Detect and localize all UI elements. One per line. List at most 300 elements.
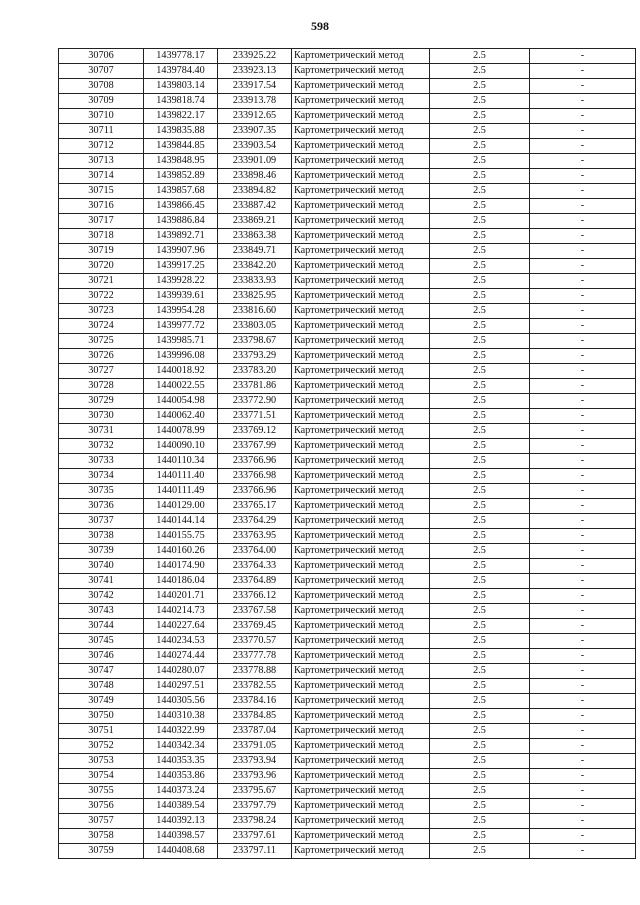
x-coordinate-cell: 1440353.86 <box>144 769 218 784</box>
point-number-cell: 30741 <box>59 574 144 589</box>
method-cell: Картометрический метод <box>292 154 430 169</box>
accuracy-cell: 2.5 <box>430 259 530 274</box>
method-cell: Картометрический метод <box>292 664 430 679</box>
point-number-cell: 30708 <box>59 79 144 94</box>
note-cell: - <box>530 229 636 244</box>
accuracy-cell: 2.5 <box>430 274 530 289</box>
y-coordinate-cell: 233766.96 <box>218 484 292 499</box>
y-coordinate-cell: 233771.51 <box>218 409 292 424</box>
accuracy-cell: 2.5 <box>430 499 530 514</box>
accuracy-cell: 2.5 <box>430 724 530 739</box>
point-number-cell: 30720 <box>59 259 144 274</box>
method-cell: Картометрический метод <box>292 754 430 769</box>
note-cell: - <box>530 724 636 739</box>
accuracy-cell: 2.5 <box>430 799 530 814</box>
x-coordinate-cell: 1439977.72 <box>144 319 218 334</box>
x-coordinate-cell: 1440214.73 <box>144 604 218 619</box>
table-row <box>59 559 636 574</box>
method-cell: Картометрический метод <box>292 49 430 64</box>
point-number-cell: 30737 <box>59 514 144 529</box>
accuracy-cell: 2.5 <box>430 424 530 439</box>
y-coordinate-cell: 233795.67 <box>218 784 292 799</box>
y-coordinate-cell: 233766.12 <box>218 589 292 604</box>
method-cell: Картометрический метод <box>292 214 430 229</box>
method-cell: Картометрический метод <box>292 79 430 94</box>
accuracy-cell: 2.5 <box>430 379 530 394</box>
method-cell: Картометрический метод <box>292 109 430 124</box>
y-coordinate-cell: 233770.57 <box>218 634 292 649</box>
table-row <box>59 244 636 259</box>
table-row <box>59 349 636 364</box>
method-cell: Картометрический метод <box>292 199 430 214</box>
y-coordinate-cell: 233793.29 <box>218 349 292 364</box>
x-coordinate-cell: 1440062.40 <box>144 409 218 424</box>
table-row <box>59 319 636 334</box>
point-number-cell: 30748 <box>59 679 144 694</box>
note-cell: - <box>530 244 636 259</box>
accuracy-cell: 2.5 <box>430 514 530 529</box>
table-row <box>59 154 636 169</box>
note-cell: - <box>530 499 636 514</box>
y-coordinate-cell: 233769.45 <box>218 619 292 634</box>
method-cell: Картометрический метод <box>292 259 430 274</box>
x-coordinate-cell: 1439954.28 <box>144 304 218 319</box>
note-cell: - <box>530 454 636 469</box>
y-coordinate-cell: 233781.86 <box>218 379 292 394</box>
y-coordinate-cell: 233784.16 <box>218 694 292 709</box>
x-coordinate-cell: 1440310.38 <box>144 709 218 724</box>
table-row <box>59 619 636 634</box>
table-row <box>59 769 636 784</box>
point-number-cell: 30753 <box>59 754 144 769</box>
note-cell: - <box>530 409 636 424</box>
accuracy-cell: 2.5 <box>430 679 530 694</box>
note-cell: - <box>530 829 636 844</box>
table-row <box>59 184 636 199</box>
point-number-cell: 30735 <box>59 484 144 499</box>
note-cell: - <box>530 529 636 544</box>
method-cell: Картометрический метод <box>292 529 430 544</box>
method-cell: Картометрический метод <box>292 274 430 289</box>
x-coordinate-cell: 1440090.10 <box>144 439 218 454</box>
accuracy-cell: 2.5 <box>430 694 530 709</box>
method-cell: Картометрический метод <box>292 289 430 304</box>
y-coordinate-cell: 233887.42 <box>218 199 292 214</box>
x-coordinate-cell: 1440186.04 <box>144 574 218 589</box>
y-coordinate-cell: 233783.20 <box>218 364 292 379</box>
note-cell: - <box>530 274 636 289</box>
coordinates-table <box>58 48 636 859</box>
point-number-cell: 30711 <box>59 124 144 139</box>
table-row <box>59 424 636 439</box>
point-number-cell: 30740 <box>59 559 144 574</box>
accuracy-cell: 2.5 <box>430 214 530 229</box>
method-cell: Картометрический метод <box>292 244 430 259</box>
x-coordinate-cell: 1439818.74 <box>144 94 218 109</box>
y-coordinate-cell: 233793.96 <box>218 769 292 784</box>
table-row <box>59 604 636 619</box>
method-cell: Картометрический метод <box>292 469 430 484</box>
method-cell: Картометрический метод <box>292 454 430 469</box>
accuracy-cell: 2.5 <box>430 589 530 604</box>
table-row <box>59 94 636 109</box>
table-row <box>59 439 636 454</box>
coordinates-table-body <box>59 49 636 859</box>
point-number-cell: 30715 <box>59 184 144 199</box>
x-coordinate-cell: 1440274.44 <box>144 649 218 664</box>
table-row <box>59 694 636 709</box>
note-cell: - <box>530 649 636 664</box>
table-row <box>59 844 636 859</box>
note-cell: - <box>530 679 636 694</box>
x-coordinate-cell: 1439907.96 <box>144 244 218 259</box>
point-number-cell: 30724 <box>59 319 144 334</box>
x-coordinate-cell: 1440297.51 <box>144 679 218 694</box>
x-coordinate-cell: 1440018.92 <box>144 364 218 379</box>
x-coordinate-cell: 1440144.14 <box>144 514 218 529</box>
note-cell: - <box>530 319 636 334</box>
y-coordinate-cell: 233917.54 <box>218 79 292 94</box>
point-number-cell: 30709 <box>59 94 144 109</box>
x-coordinate-cell: 1439803.14 <box>144 79 218 94</box>
y-coordinate-cell: 233764.00 <box>218 544 292 559</box>
method-cell: Картометрический метод <box>292 139 430 154</box>
accuracy-cell: 2.5 <box>430 469 530 484</box>
y-coordinate-cell: 233842.20 <box>218 259 292 274</box>
x-coordinate-cell: 1439886.84 <box>144 214 218 229</box>
accuracy-cell: 2.5 <box>430 844 530 859</box>
accuracy-cell: 2.5 <box>430 784 530 799</box>
y-coordinate-cell: 233903.54 <box>218 139 292 154</box>
table-row <box>59 679 636 694</box>
table-row <box>59 724 636 739</box>
table-row <box>59 589 636 604</box>
note-cell: - <box>530 94 636 109</box>
accuracy-cell: 2.5 <box>430 319 530 334</box>
accuracy-cell: 2.5 <box>430 604 530 619</box>
method-cell: Картометрический метод <box>292 604 430 619</box>
table-row <box>59 529 636 544</box>
note-cell: - <box>530 844 636 859</box>
note-cell: - <box>530 79 636 94</box>
note-cell: - <box>530 514 636 529</box>
note-cell: - <box>530 559 636 574</box>
method-cell: Картометрический метод <box>292 784 430 799</box>
y-coordinate-cell: 233894.82 <box>218 184 292 199</box>
table-row <box>59 334 636 349</box>
note-cell: - <box>530 349 636 364</box>
point-number-cell: 30751 <box>59 724 144 739</box>
x-coordinate-cell: 1440111.40 <box>144 469 218 484</box>
method-cell: Картометрический метод <box>292 679 430 694</box>
method-cell: Картометрический метод <box>292 184 430 199</box>
point-number-cell: 30730 <box>59 409 144 424</box>
point-number-cell: 30719 <box>59 244 144 259</box>
x-coordinate-cell: 1440305.56 <box>144 694 218 709</box>
method-cell: Картометрический метод <box>292 619 430 634</box>
accuracy-cell: 2.5 <box>430 574 530 589</box>
method-cell: Картометрический метод <box>292 769 430 784</box>
table-row <box>59 199 636 214</box>
point-number-cell: 30754 <box>59 769 144 784</box>
point-number-cell: 30710 <box>59 109 144 124</box>
point-number-cell: 30757 <box>59 814 144 829</box>
table-row <box>59 289 636 304</box>
x-coordinate-cell: 1440110.34 <box>144 454 218 469</box>
point-number-cell: 30756 <box>59 799 144 814</box>
y-coordinate-cell: 233784.85 <box>218 709 292 724</box>
method-cell: Картометрический метод <box>292 319 430 334</box>
point-number-cell: 30755 <box>59 784 144 799</box>
table-row <box>59 79 636 94</box>
y-coordinate-cell: 233863.38 <box>218 229 292 244</box>
x-coordinate-cell: 1440373.24 <box>144 784 218 799</box>
accuracy-cell: 2.5 <box>430 304 530 319</box>
x-coordinate-cell: 1440392.13 <box>144 814 218 829</box>
accuracy-cell: 2.5 <box>430 109 530 124</box>
point-number-cell: 30758 <box>59 829 144 844</box>
x-coordinate-cell: 1439857.68 <box>144 184 218 199</box>
method-cell: Картометрический метод <box>292 829 430 844</box>
accuracy-cell: 2.5 <box>430 394 530 409</box>
point-number-cell: 30733 <box>59 454 144 469</box>
table-row <box>59 544 636 559</box>
x-coordinate-cell: 1439822.17 <box>144 109 218 124</box>
note-cell: - <box>530 469 636 484</box>
accuracy-cell: 2.5 <box>430 814 530 829</box>
note-cell: - <box>530 634 636 649</box>
note-cell: - <box>530 184 636 199</box>
table-row <box>59 379 636 394</box>
table-row <box>59 229 636 244</box>
point-number-cell: 30722 <box>59 289 144 304</box>
note-cell: - <box>530 169 636 184</box>
method-cell: Картометрический метод <box>292 559 430 574</box>
y-coordinate-cell: 233798.67 <box>218 334 292 349</box>
accuracy-cell: 2.5 <box>430 439 530 454</box>
note-cell: - <box>530 139 636 154</box>
x-coordinate-cell: 1439844.85 <box>144 139 218 154</box>
accuracy-cell: 2.5 <box>430 484 530 499</box>
method-cell: Картометрический метод <box>292 229 430 244</box>
note-cell: - <box>530 109 636 124</box>
point-number-cell: 30738 <box>59 529 144 544</box>
x-coordinate-cell: 1440227.64 <box>144 619 218 634</box>
x-coordinate-cell: 1439835.88 <box>144 124 218 139</box>
method-cell: Картометрический метод <box>292 724 430 739</box>
x-coordinate-cell: 1440155.75 <box>144 529 218 544</box>
table-row <box>59 169 636 184</box>
point-number-cell: 30742 <box>59 589 144 604</box>
note-cell: - <box>530 439 636 454</box>
method-cell: Картометрический метод <box>292 844 430 859</box>
point-number-cell: 30716 <box>59 199 144 214</box>
note-cell: - <box>530 664 636 679</box>
note-cell: - <box>530 289 636 304</box>
method-cell: Картометрический метод <box>292 634 430 649</box>
table-row <box>59 394 636 409</box>
note-cell: - <box>530 799 636 814</box>
note-cell: - <box>530 739 636 754</box>
note-cell: - <box>530 334 636 349</box>
y-coordinate-cell: 233925.22 <box>218 49 292 64</box>
table-row <box>59 649 636 664</box>
x-coordinate-cell: 1440322.99 <box>144 724 218 739</box>
point-number-cell: 30731 <box>59 424 144 439</box>
accuracy-cell: 2.5 <box>430 709 530 724</box>
table-row <box>59 259 636 274</box>
y-coordinate-cell: 233772.90 <box>218 394 292 409</box>
point-number-cell: 30749 <box>59 694 144 709</box>
method-cell: Картометрический метод <box>292 694 430 709</box>
table-row <box>59 304 636 319</box>
x-coordinate-cell: 1440129.00 <box>144 499 218 514</box>
accuracy-cell: 2.5 <box>430 79 530 94</box>
note-cell: - <box>530 604 636 619</box>
x-coordinate-cell: 1439784.40 <box>144 64 218 79</box>
method-cell: Картометрический метод <box>292 739 430 754</box>
table-row <box>59 484 636 499</box>
y-coordinate-cell: 233833.93 <box>218 274 292 289</box>
table-row <box>59 514 636 529</box>
x-coordinate-cell: 1440342.34 <box>144 739 218 754</box>
accuracy-cell: 2.5 <box>430 94 530 109</box>
table-row <box>59 814 636 829</box>
accuracy-cell: 2.5 <box>430 829 530 844</box>
y-coordinate-cell: 233764.29 <box>218 514 292 529</box>
y-coordinate-cell: 233778.88 <box>218 664 292 679</box>
note-cell: - <box>530 619 636 634</box>
accuracy-cell: 2.5 <box>430 139 530 154</box>
x-coordinate-cell: 1439866.45 <box>144 199 218 214</box>
y-coordinate-cell: 233797.79 <box>218 799 292 814</box>
note-cell: - <box>530 214 636 229</box>
point-number-cell: 30723 <box>59 304 144 319</box>
table-row <box>59 214 636 229</box>
y-coordinate-cell: 233869.21 <box>218 214 292 229</box>
table-row <box>59 739 636 754</box>
note-cell: - <box>530 124 636 139</box>
accuracy-cell: 2.5 <box>430 349 530 364</box>
method-cell: Картометрический метод <box>292 514 430 529</box>
point-number-cell: 30706 <box>59 49 144 64</box>
note-cell: - <box>530 709 636 724</box>
accuracy-cell: 2.5 <box>430 529 530 544</box>
x-coordinate-cell: 1440389.54 <box>144 799 218 814</box>
note-cell: - <box>530 49 636 64</box>
y-coordinate-cell: 233907.35 <box>218 124 292 139</box>
x-coordinate-cell: 1440408.68 <box>144 844 218 859</box>
table-row <box>59 124 636 139</box>
method-cell: Картометрический метод <box>292 709 430 724</box>
table-row <box>59 454 636 469</box>
note-cell: - <box>530 154 636 169</box>
x-coordinate-cell: 1440174.90 <box>144 559 218 574</box>
note-cell: - <box>530 769 636 784</box>
y-coordinate-cell: 233766.98 <box>218 469 292 484</box>
method-cell: Картометрический метод <box>292 439 430 454</box>
y-coordinate-cell: 233764.89 <box>218 574 292 589</box>
accuracy-cell: 2.5 <box>430 769 530 784</box>
x-coordinate-cell: 1439928.22 <box>144 274 218 289</box>
method-cell: Картометрический метод <box>292 649 430 664</box>
y-coordinate-cell: 233777.78 <box>218 649 292 664</box>
note-cell: - <box>530 199 636 214</box>
table-row <box>59 784 636 799</box>
accuracy-cell: 2.5 <box>430 334 530 349</box>
method-cell: Картометрический метод <box>292 589 430 604</box>
method-cell: Картометрический метод <box>292 64 430 79</box>
table-row <box>59 409 636 424</box>
accuracy-cell: 2.5 <box>430 64 530 79</box>
y-coordinate-cell: 233849.71 <box>218 244 292 259</box>
point-number-cell: 30752 <box>59 739 144 754</box>
point-number-cell: 30713 <box>59 154 144 169</box>
point-number-cell: 30728 <box>59 379 144 394</box>
point-number-cell: 30750 <box>59 709 144 724</box>
accuracy-cell: 2.5 <box>430 154 530 169</box>
note-cell: - <box>530 589 636 604</box>
y-coordinate-cell: 233912.65 <box>218 109 292 124</box>
note-cell: - <box>530 394 636 409</box>
point-number-cell: 30726 <box>59 349 144 364</box>
note-cell: - <box>530 784 636 799</box>
note-cell: - <box>530 814 636 829</box>
x-coordinate-cell: 1439892.71 <box>144 229 218 244</box>
point-number-cell: 30734 <box>59 469 144 484</box>
note-cell: - <box>530 64 636 79</box>
method-cell: Картометрический метод <box>292 574 430 589</box>
note-cell: - <box>530 259 636 274</box>
accuracy-cell: 2.5 <box>430 199 530 214</box>
y-coordinate-cell: 233767.58 <box>218 604 292 619</box>
note-cell: - <box>530 484 636 499</box>
point-number-cell: 30743 <box>59 604 144 619</box>
note-cell: - <box>530 544 636 559</box>
method-cell: Картометрический метод <box>292 334 430 349</box>
table-row <box>59 109 636 124</box>
accuracy-cell: 2.5 <box>430 169 530 184</box>
accuracy-cell: 2.5 <box>430 49 530 64</box>
y-coordinate-cell: 233769.12 <box>218 424 292 439</box>
note-cell: - <box>530 754 636 769</box>
point-number-cell: 30727 <box>59 364 144 379</box>
table-row <box>59 799 636 814</box>
point-number-cell: 30717 <box>59 214 144 229</box>
y-coordinate-cell: 233787.04 <box>218 724 292 739</box>
y-coordinate-cell: 233898.46 <box>218 169 292 184</box>
y-coordinate-cell: 233797.11 <box>218 844 292 859</box>
accuracy-cell: 2.5 <box>430 244 530 259</box>
note-cell: - <box>530 574 636 589</box>
note-cell: - <box>530 364 636 379</box>
y-coordinate-cell: 233923.13 <box>218 64 292 79</box>
accuracy-cell: 2.5 <box>430 649 530 664</box>
point-number-cell: 30712 <box>59 139 144 154</box>
method-cell: Картометрический метод <box>292 169 430 184</box>
point-number-cell: 30725 <box>59 334 144 349</box>
x-coordinate-cell: 1440111.49 <box>144 484 218 499</box>
y-coordinate-cell: 233763.95 <box>218 529 292 544</box>
point-number-cell: 30721 <box>59 274 144 289</box>
method-cell: Картометрический метод <box>292 304 430 319</box>
method-cell: Картометрический метод <box>292 424 430 439</box>
note-cell: - <box>530 694 636 709</box>
x-coordinate-cell: 1440234.53 <box>144 634 218 649</box>
note-cell: - <box>530 304 636 319</box>
method-cell: Картометрический метод <box>292 379 430 394</box>
accuracy-cell: 2.5 <box>430 454 530 469</box>
